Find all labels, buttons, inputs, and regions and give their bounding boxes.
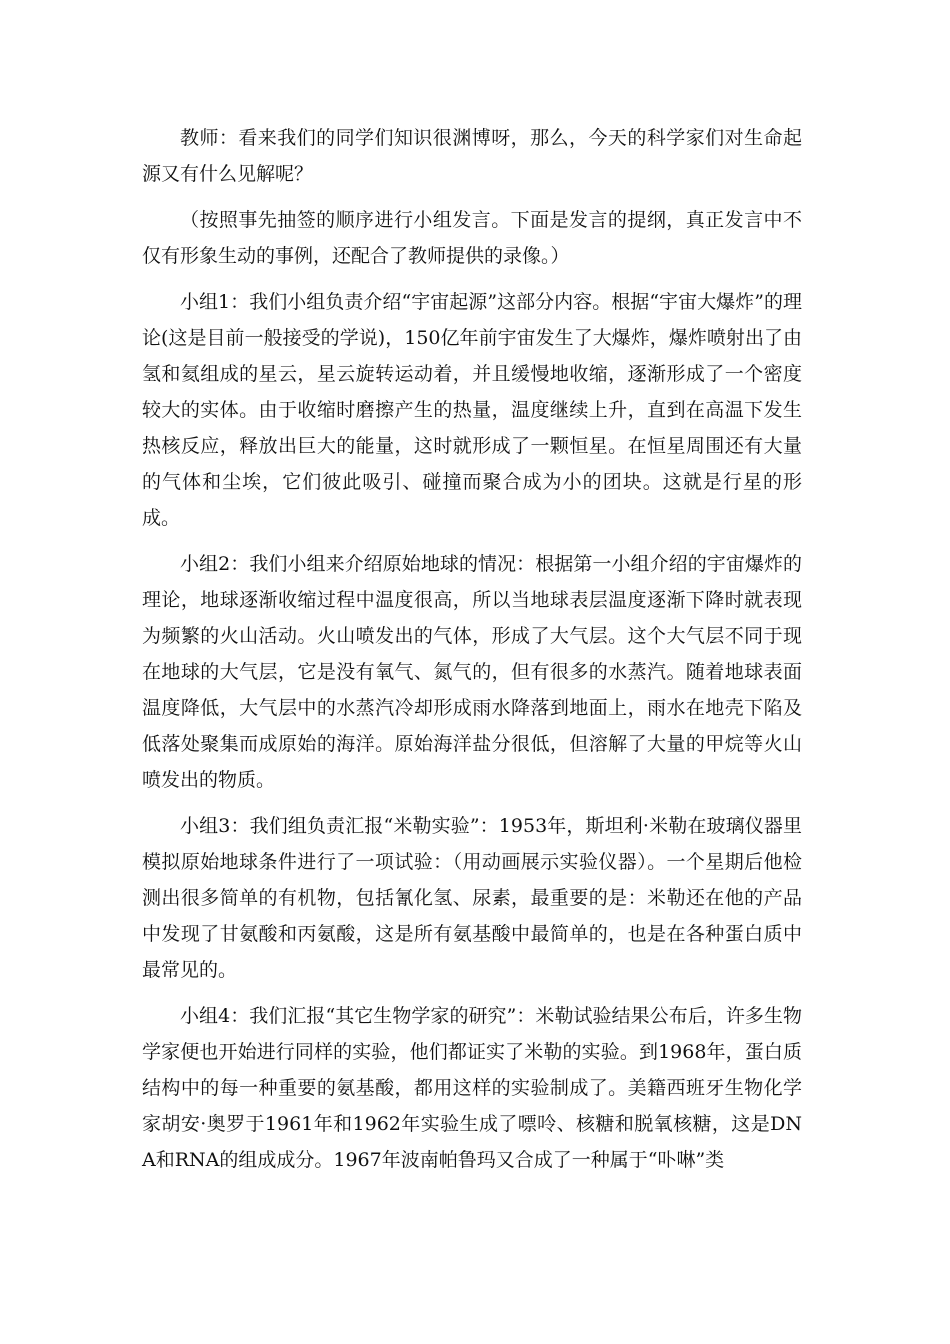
paragraph-group-2: 小组2：我们小组来介绍原始地球的情况：根据第一小组介绍的宇宙爆炸的理论，地球逐渐收缩过程中温度很高，所以当地球表层温度逐渐下降时就表现为频繁的火山活动。火山喷发出的气体，形成了大气层。这个大气层不同于现在地球的大气层，它是没有氧气、氮气的，但有很多的水蒸汽。随着地球表面温度降低，大气层中的水蒸汽冷却形成雨水降落到地面上，雨水在地壳下陷及低落处聚集而成原始的海洋。原始海洋盐分很低，但溶解了大量的甲烷等火山喷发出的物质。 bbox=[142, 553, 802, 791]
paragraph-group-1: 小组1：我们小组负责介绍“宇宙起源”这部分内容。根据“宇宙大爆炸”的理论(这是目前一般接受的学说)，150亿年前宇宙发生了大爆炸，爆炸喷射出了由氢和氦组成的星云，星云旋转运动着，并且缓慢地收缩，逐渐形成了一个密度较大的实体。由于收缩时磨擦产生的热量，温度继续上升，直到在高温下发生热核反应，释放出巨大的能量，这时就形成了一颗恒星。在恒星周围还有大量的气体和尘埃，它们彼此吸引、碰撞而聚合成为小的团块。这就是行星的形成。 bbox=[142, 291, 802, 529]
paragraph-teacher-question: 教师：看来我们的同学们知识很渊博呀，那么，今天的科学家们对生命起源又有什么见解呢？ bbox=[142, 127, 802, 185]
paragraph-group-3: 小组3：我们组负责汇报“米勒实验”：1953年，斯坦利·米勒在玻璃仪器里模拟原始地球条件进行了一项试验：（用动画展示实验仪器）。一个星期后他检测出很多简单的有机物，包括氰化氢、尿素，最重要的是：米勒还在他的产品中发现了甘氨酸和丙氨酸，这是所有氨基酸中最简单的，也是在各种蛋白质中最常见的。 bbox=[142, 815, 802, 981]
paragraph-procedure-note: （按照事先抽签的顺序进行小组发言。下面是发言的提纲，真正发言中不仅有形象生动的事例，还配合了教师提供的录像。） bbox=[142, 209, 802, 267]
paragraph-group-4: 小组4：我们汇报“其它生物学家的研究”：米勒试验结果公布后，许多生物学家便也开始进行同样的实验，他们都证实了米勒的实验。到1968年，蛋白质结构中的每一种重要的氨基酸，都用这样的实验制成了。美籍西班牙生物化学家胡安·奥罗于1961年和1962年实验生成了嘌呤、核糖和脱氧核糖，这是DNA和RNA的组成成分。1967年波南帕鲁玛又合成了一种属于“卟啉”类 bbox=[142, 1005, 802, 1171]
document-body bbox=[142, 120, 802, 1188]
